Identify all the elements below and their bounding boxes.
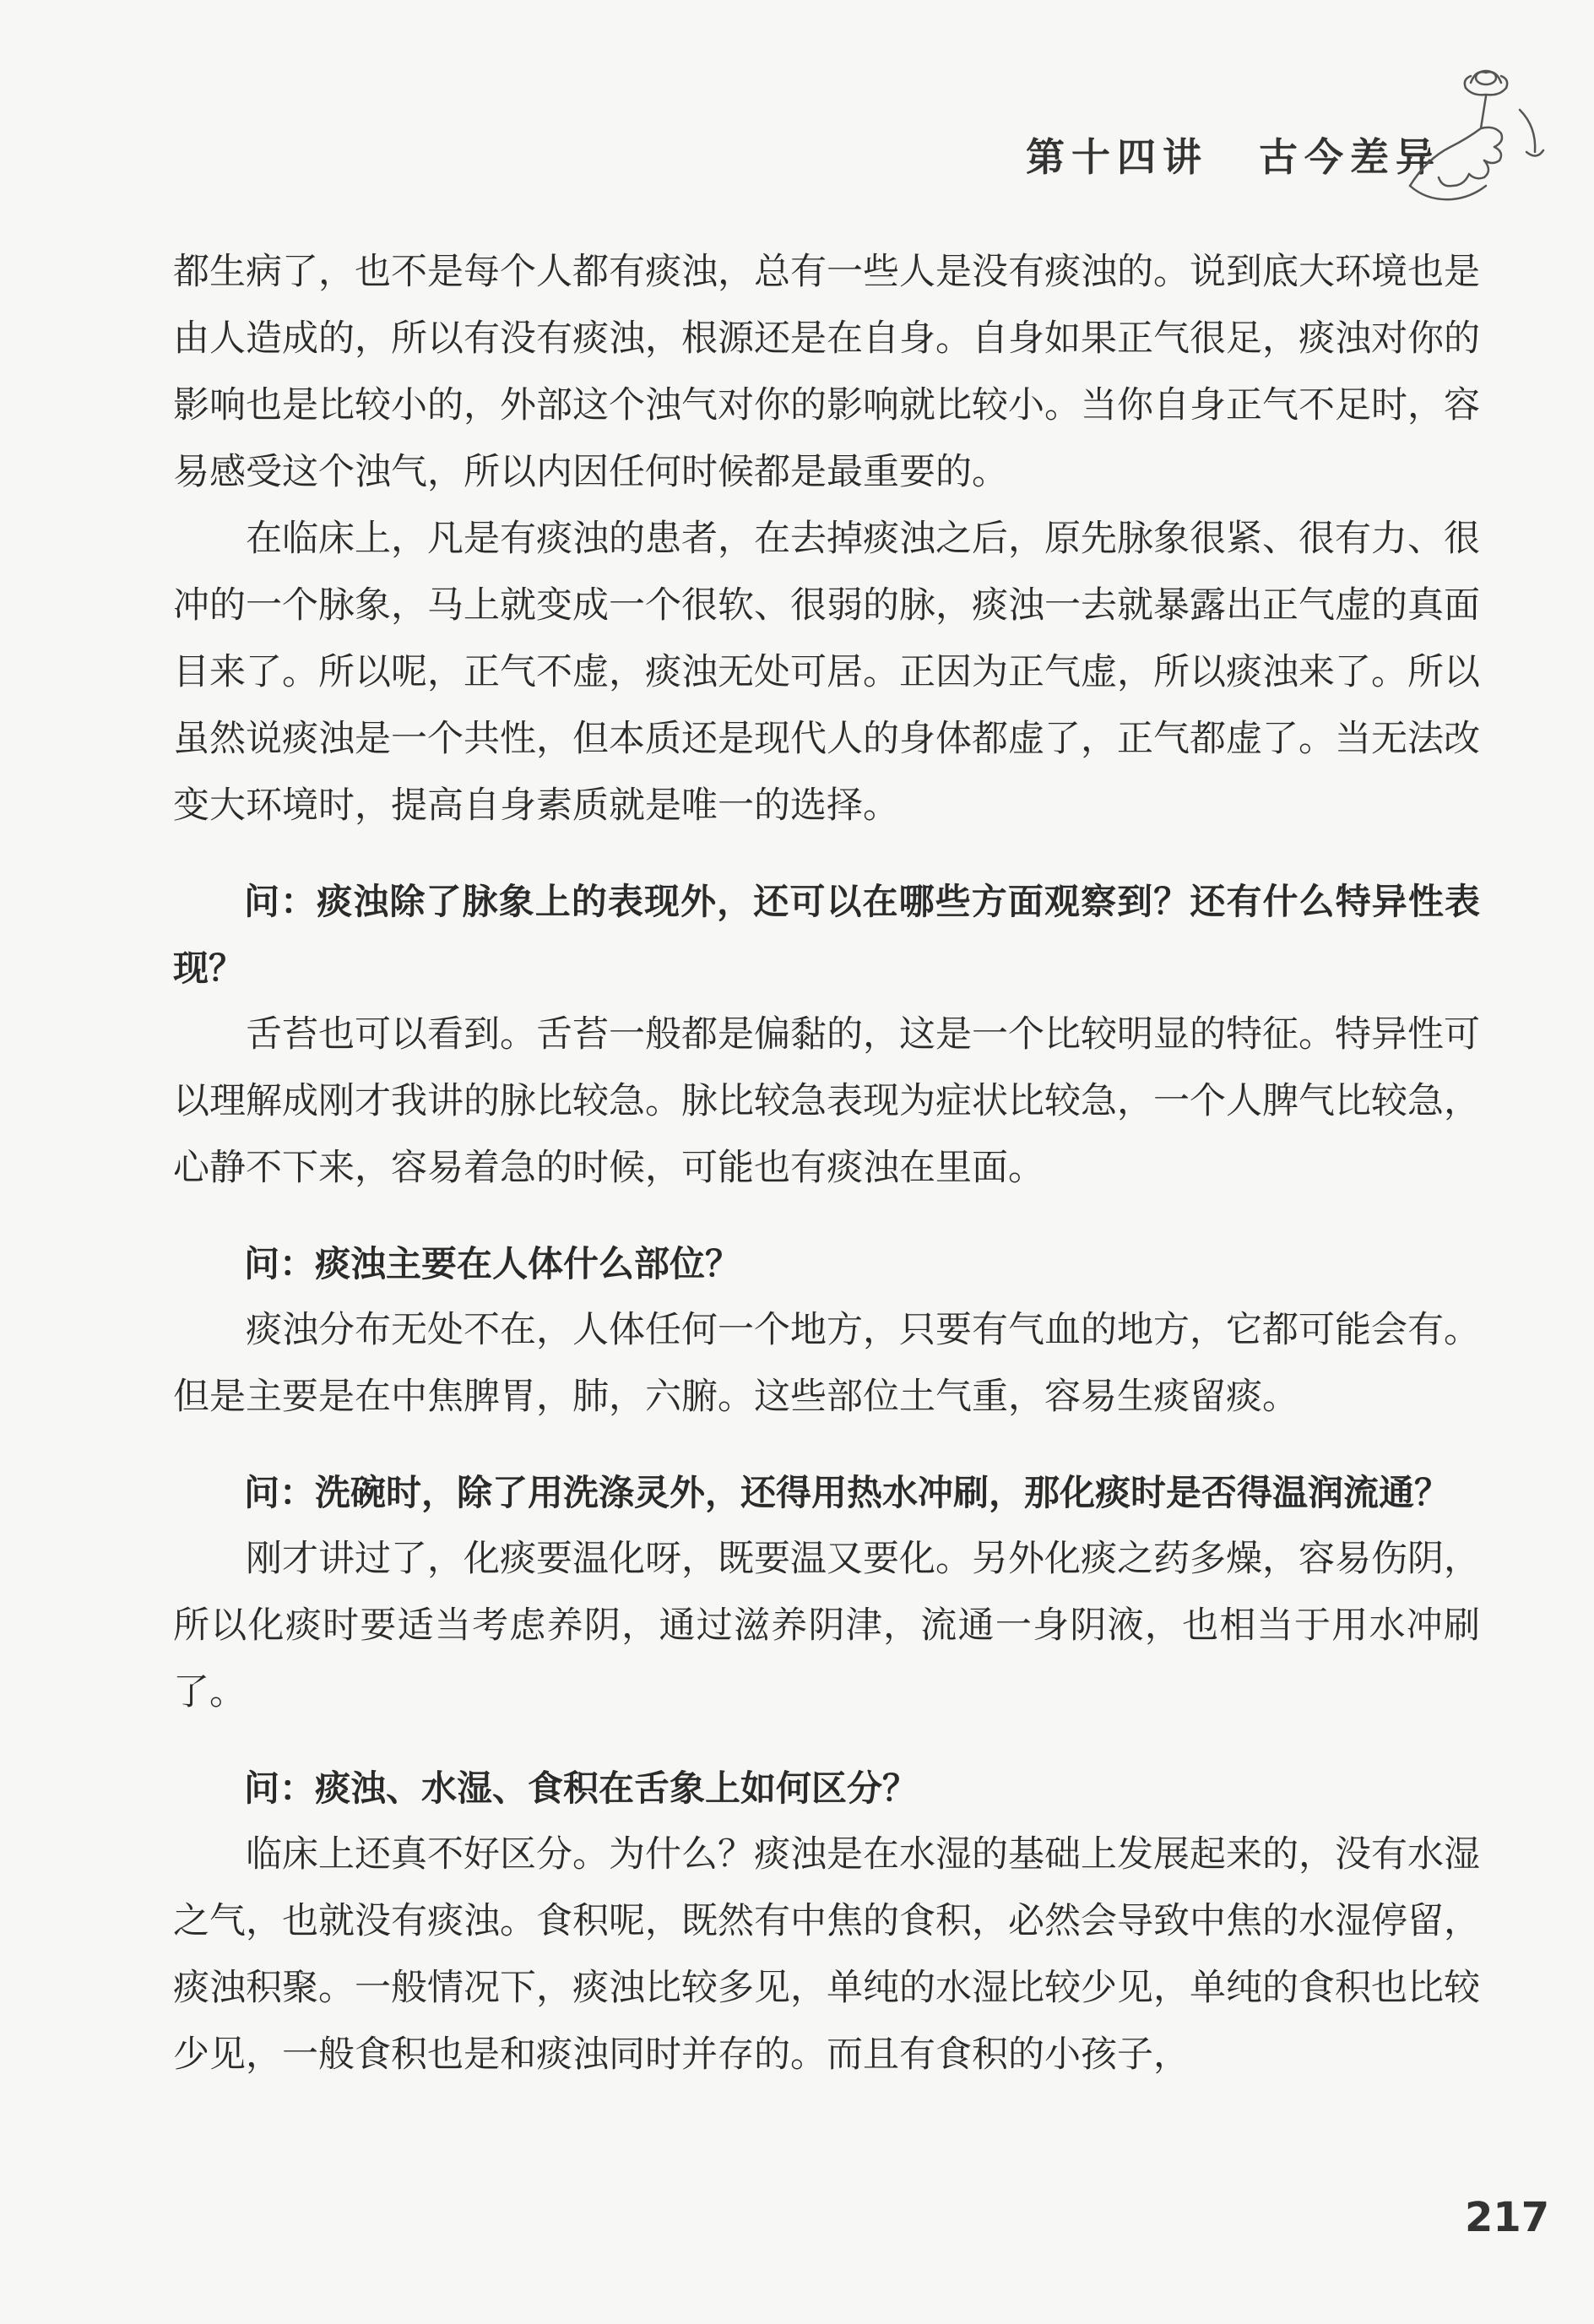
paragraph: 临床上还真不好区分。为什么？痰浊是在水湿的基础上发展起来的，没有水湿之气，也就没有痰浊。食积呢，既然有中焦的食积，必然会导致中焦的水湿停留，痰浊积聚。一般情况下，痰浊比较多见，单纯的水湿比较少见，单纯的食积也比较少见，一般食积也是和痰浊同时并存的。而且有食积的小孩子， [173, 1833, 1480, 2076]
lotus-hand-icon [1393, 59, 1562, 211]
paragraph: 刚才讲过了，化痰要温化呀，既要温又要化。另外化痰之药多燥，容易伤阴，所以化痰时要适当考虑养阴，通过滋养阴津，流通一身阴液，也相当于用水冲刷了。 [173, 1538, 1480, 1713]
chapter-title: 古今差异 [1259, 134, 1441, 180]
question: 问：痰浊除了脉象上的表现外，还可以在哪些方面观察到？还有什么特异性表现？ [173, 881, 1480, 989]
paragraph: 都生病了，也不是每个人都有痰浊，总有一些人是没有痰浊的。说到底大环境也是由人造成的，所以有没有痰浊，根源还是在自身。自身如果正气很足，痰浊对你的影响也是比较小的，外部这个浊气对你的影响就比较小。当你自身正气不足时，容易感受这个浊气，所以内因任何时候都是最重要的。 [173, 251, 1480, 493]
question: 问：痰浊主要在人体什么部位？ [244, 1243, 741, 1284]
paragraph: 在临床上，凡是有痰浊的患者，在去掉痰浊之后，原先脉象很紧、很有力、很冲的一个脉象，马上就变成一个很软、很弱的脉，痰浊一去就暴露出正气虚的真面目来了。所以呢，正气不虚，痰浊无处可居。正因为正气虚，所以痰浊来了。所以虽然说痰浊是一个共性，但本质还是现代人的身体都虚了，正气都虚了。当无法改变大环境时，提高自身素质就是唯一的选择。 [173, 518, 1480, 827]
paragraph: 舌苔也可以看到。舌苔一般都是偏黏的，这是一个比较明显的特征。特异性可以理解成刚才我讲的脉比较急。脉比较急表现为症状比较急，一个人脾气比较急，心静不下来，容易着急的时候，可能也有痰浊在里面。 [173, 1013, 1480, 1189]
question: 问：痰浊、水湿、食积在舌象上如何区分？ [244, 1767, 919, 1809]
paragraph: 痰浊分布无处不在，人体任何一个地方，只要有气血的地方，它都可能会有。但是主要是在中焦脾胃，肺，六腑。这些部位土气重，容易生痰留痰。 [173, 1309, 1480, 1418]
chapter-number: 第十四讲 [1026, 134, 1208, 180]
page-body [173, 239, 1480, 2088]
running-header [1026, 127, 1441, 182]
question: 问：洗碗时，除了用洗涤灵外，还得用热水冲刷，那化痰时是否得温润流通？ [244, 1472, 1450, 1513]
page-number: 217 [1465, 2194, 1550, 2241]
